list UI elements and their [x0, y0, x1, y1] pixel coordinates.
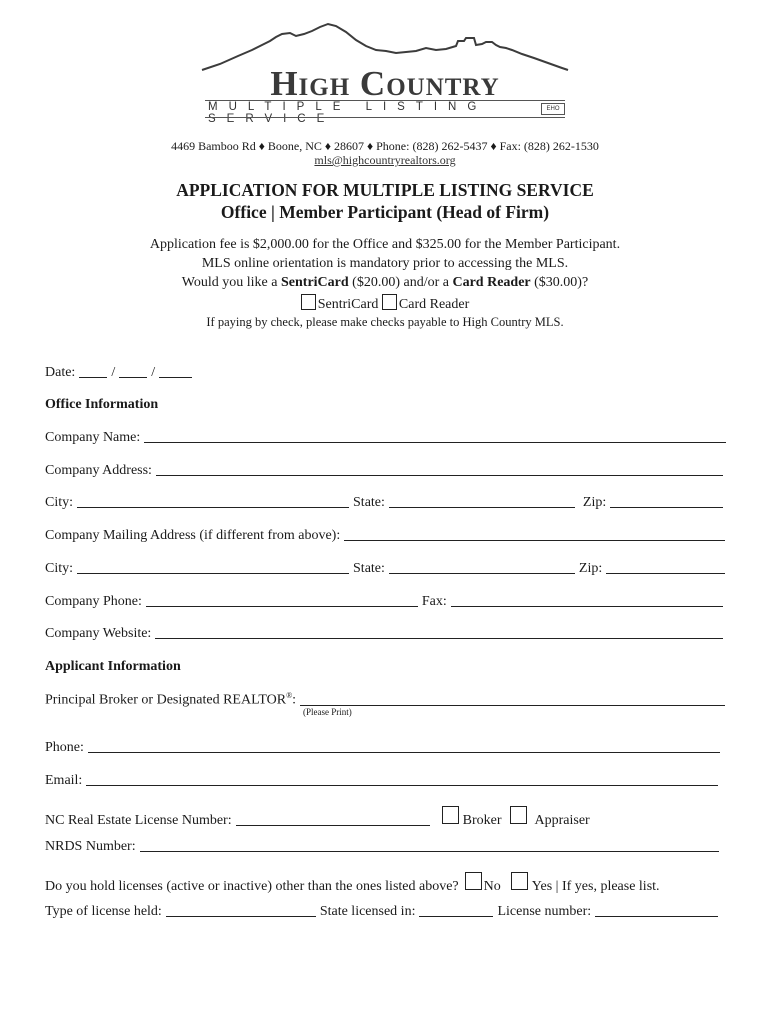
- logo-subtitle: MULTIPLE LISTING SERVICE: [208, 101, 488, 125]
- state-field-1[interactable]: [389, 507, 575, 508]
- mailing-address-field[interactable]: [344, 540, 725, 541]
- nrds-row: [45, 839, 719, 855]
- date-year-field[interactable]: [159, 377, 192, 378]
- office-heading: Office Information: [45, 397, 159, 412]
- date-sep-2: /: [151, 365, 156, 380]
- city-state-zip-row-2: [45, 561, 725, 577]
- date-day-field[interactable]: [119, 377, 147, 378]
- contact-address: 4469 Bamboo Rd ♦ Boone, NC ♦ 28607 ♦ Phone: (828) 262-5437 ♦ Fax: (828) 262-1530: [171, 139, 599, 153]
- applicant-email-field[interactable]: [86, 785, 718, 786]
- broker-checkbox[interactable]: [442, 806, 459, 824]
- state-licensed-label: State licensed in:: [319, 904, 416, 919]
- company-website-field[interactable]: [155, 638, 723, 639]
- date-sep-1: /: [111, 365, 116, 380]
- sentricard-checkbox[interactable]: [301, 294, 316, 310]
- applicant-email-row: [45, 773, 718, 789]
- yes-label: Yes | If yes, please list.: [531, 879, 660, 894]
- company-name-label: Company Name:: [45, 430, 141, 445]
- city-state-zip-row-1: [45, 495, 723, 511]
- equal-housing-icon: EHO: [541, 103, 565, 115]
- orientation-text: MLS online orientation is mandatory prior to accessing the MLS.: [201, 256, 569, 271]
- type-held-field[interactable]: [166, 916, 316, 917]
- card-options: [0, 294, 770, 313]
- license-num-field[interactable]: [595, 916, 718, 917]
- company-address-label: Company Address:: [45, 463, 152, 478]
- website-row: [45, 626, 723, 642]
- company-name-row: [45, 430, 726, 446]
- fax-label: Fax:: [421, 594, 447, 609]
- state-field-2[interactable]: [389, 573, 575, 574]
- applicant-heading: Applicant Information: [45, 659, 181, 674]
- state-label-2: State:: [353, 561, 385, 576]
- other-licenses-question: Do you hold licenses (active or inactive) other than the ones listed above?: [45, 879, 459, 894]
- principal-broker-label: Principal Broker or Designated REALTOR®:: [45, 691, 297, 708]
- logo-rule-bottom: [205, 117, 565, 118]
- principal-broker-field[interactable]: [300, 705, 725, 706]
- date-row: [45, 365, 192, 381]
- state-licensed-field[interactable]: [419, 916, 493, 917]
- cardreader-option-label: Card Reader: [398, 297, 470, 312]
- principal-broker-row: [45, 691, 725, 709]
- applicant-phone-label: Phone:: [45, 740, 84, 755]
- date-month-field[interactable]: [79, 377, 107, 378]
- company-address-field[interactable]: [156, 475, 723, 476]
- license-held-row: [45, 904, 718, 920]
- yes-checkbox[interactable]: [511, 872, 528, 890]
- zip-field-1[interactable]: [610, 507, 723, 508]
- cardreader-checkbox[interactable]: [382, 294, 397, 310]
- company-phone-label: Company Phone:: [45, 594, 142, 609]
- form-subtitle: Office | Member Participant (Head of Firm): [220, 202, 550, 222]
- license-num-label: License number:: [497, 904, 592, 919]
- contact-email[interactable]: mls@highcountryrealtors.org: [314, 153, 456, 167]
- nrds-label: NRDS Number:: [45, 839, 136, 854]
- please-print-note: (Please Print): [303, 707, 352, 717]
- other-licenses-row: [45, 872, 660, 895]
- card-question-pre: Would you like a: [181, 275, 281, 290]
- card-question: [0, 275, 770, 291]
- check-note: If paying by check, please make checks payable to High Country MLS.: [206, 315, 564, 329]
- zip-field-2[interactable]: [606, 573, 725, 574]
- sentricard-bold: SentriCard: [281, 275, 349, 290]
- cardreader-bold: Card Reader: [452, 275, 531, 290]
- logo-title: High Country: [270, 64, 500, 103]
- phone-fax-row: [45, 594, 723, 610]
- applicant-phone-row: [45, 740, 720, 756]
- no-checkbox[interactable]: [465, 872, 482, 890]
- zip-label-1: Zip:: [582, 495, 607, 510]
- applicant-phone-field[interactable]: [88, 752, 720, 753]
- mailing-address-label: Company Mailing Address (if different from above):: [45, 528, 341, 543]
- company-name-field[interactable]: [144, 442, 726, 443]
- city-label-1: City:: [45, 495, 74, 510]
- license-number-label: NC Real Estate License Number:: [45, 813, 232, 828]
- fax-field[interactable]: [451, 606, 723, 607]
- date-label: Date:: [45, 365, 76, 380]
- type-held-label: Type of license held:: [45, 904, 162, 919]
- license-number-row: [45, 806, 590, 829]
- company-phone-field[interactable]: [146, 606, 418, 607]
- appraiser-checkbox[interactable]: [510, 806, 527, 824]
- sentricard-option-label: SentriCard: [317, 297, 379, 312]
- card-question-post: ($30.00)?: [530, 275, 589, 290]
- broker-label: Broker: [462, 813, 502, 828]
- city-label-2: City:: [45, 561, 74, 576]
- company-address-row: [45, 463, 723, 479]
- city-field-1[interactable]: [77, 507, 349, 508]
- company-website-label: Company Website:: [45, 626, 152, 641]
- fee-text: Application fee is $2,000.00 for the Office and $325.00 for the Member Participant.: [149, 237, 621, 252]
- zip-label-2: Zip:: [578, 561, 603, 576]
- form-title: APPLICATION FOR MULTIPLE LISTING SERVICE: [176, 180, 594, 200]
- card-question-mid: ($20.00) and/or a: [348, 275, 453, 290]
- license-number-field[interactable]: [236, 825, 430, 826]
- applicant-email-label: Email:: [45, 773, 83, 788]
- state-label-1: State:: [353, 495, 385, 510]
- appraiser-label: Appraiser: [534, 813, 590, 828]
- nrds-field[interactable]: [140, 851, 719, 852]
- city-field-2[interactable]: [77, 573, 349, 574]
- no-label: No: [483, 879, 501, 894]
- mailing-address-row: [45, 528, 725, 544]
